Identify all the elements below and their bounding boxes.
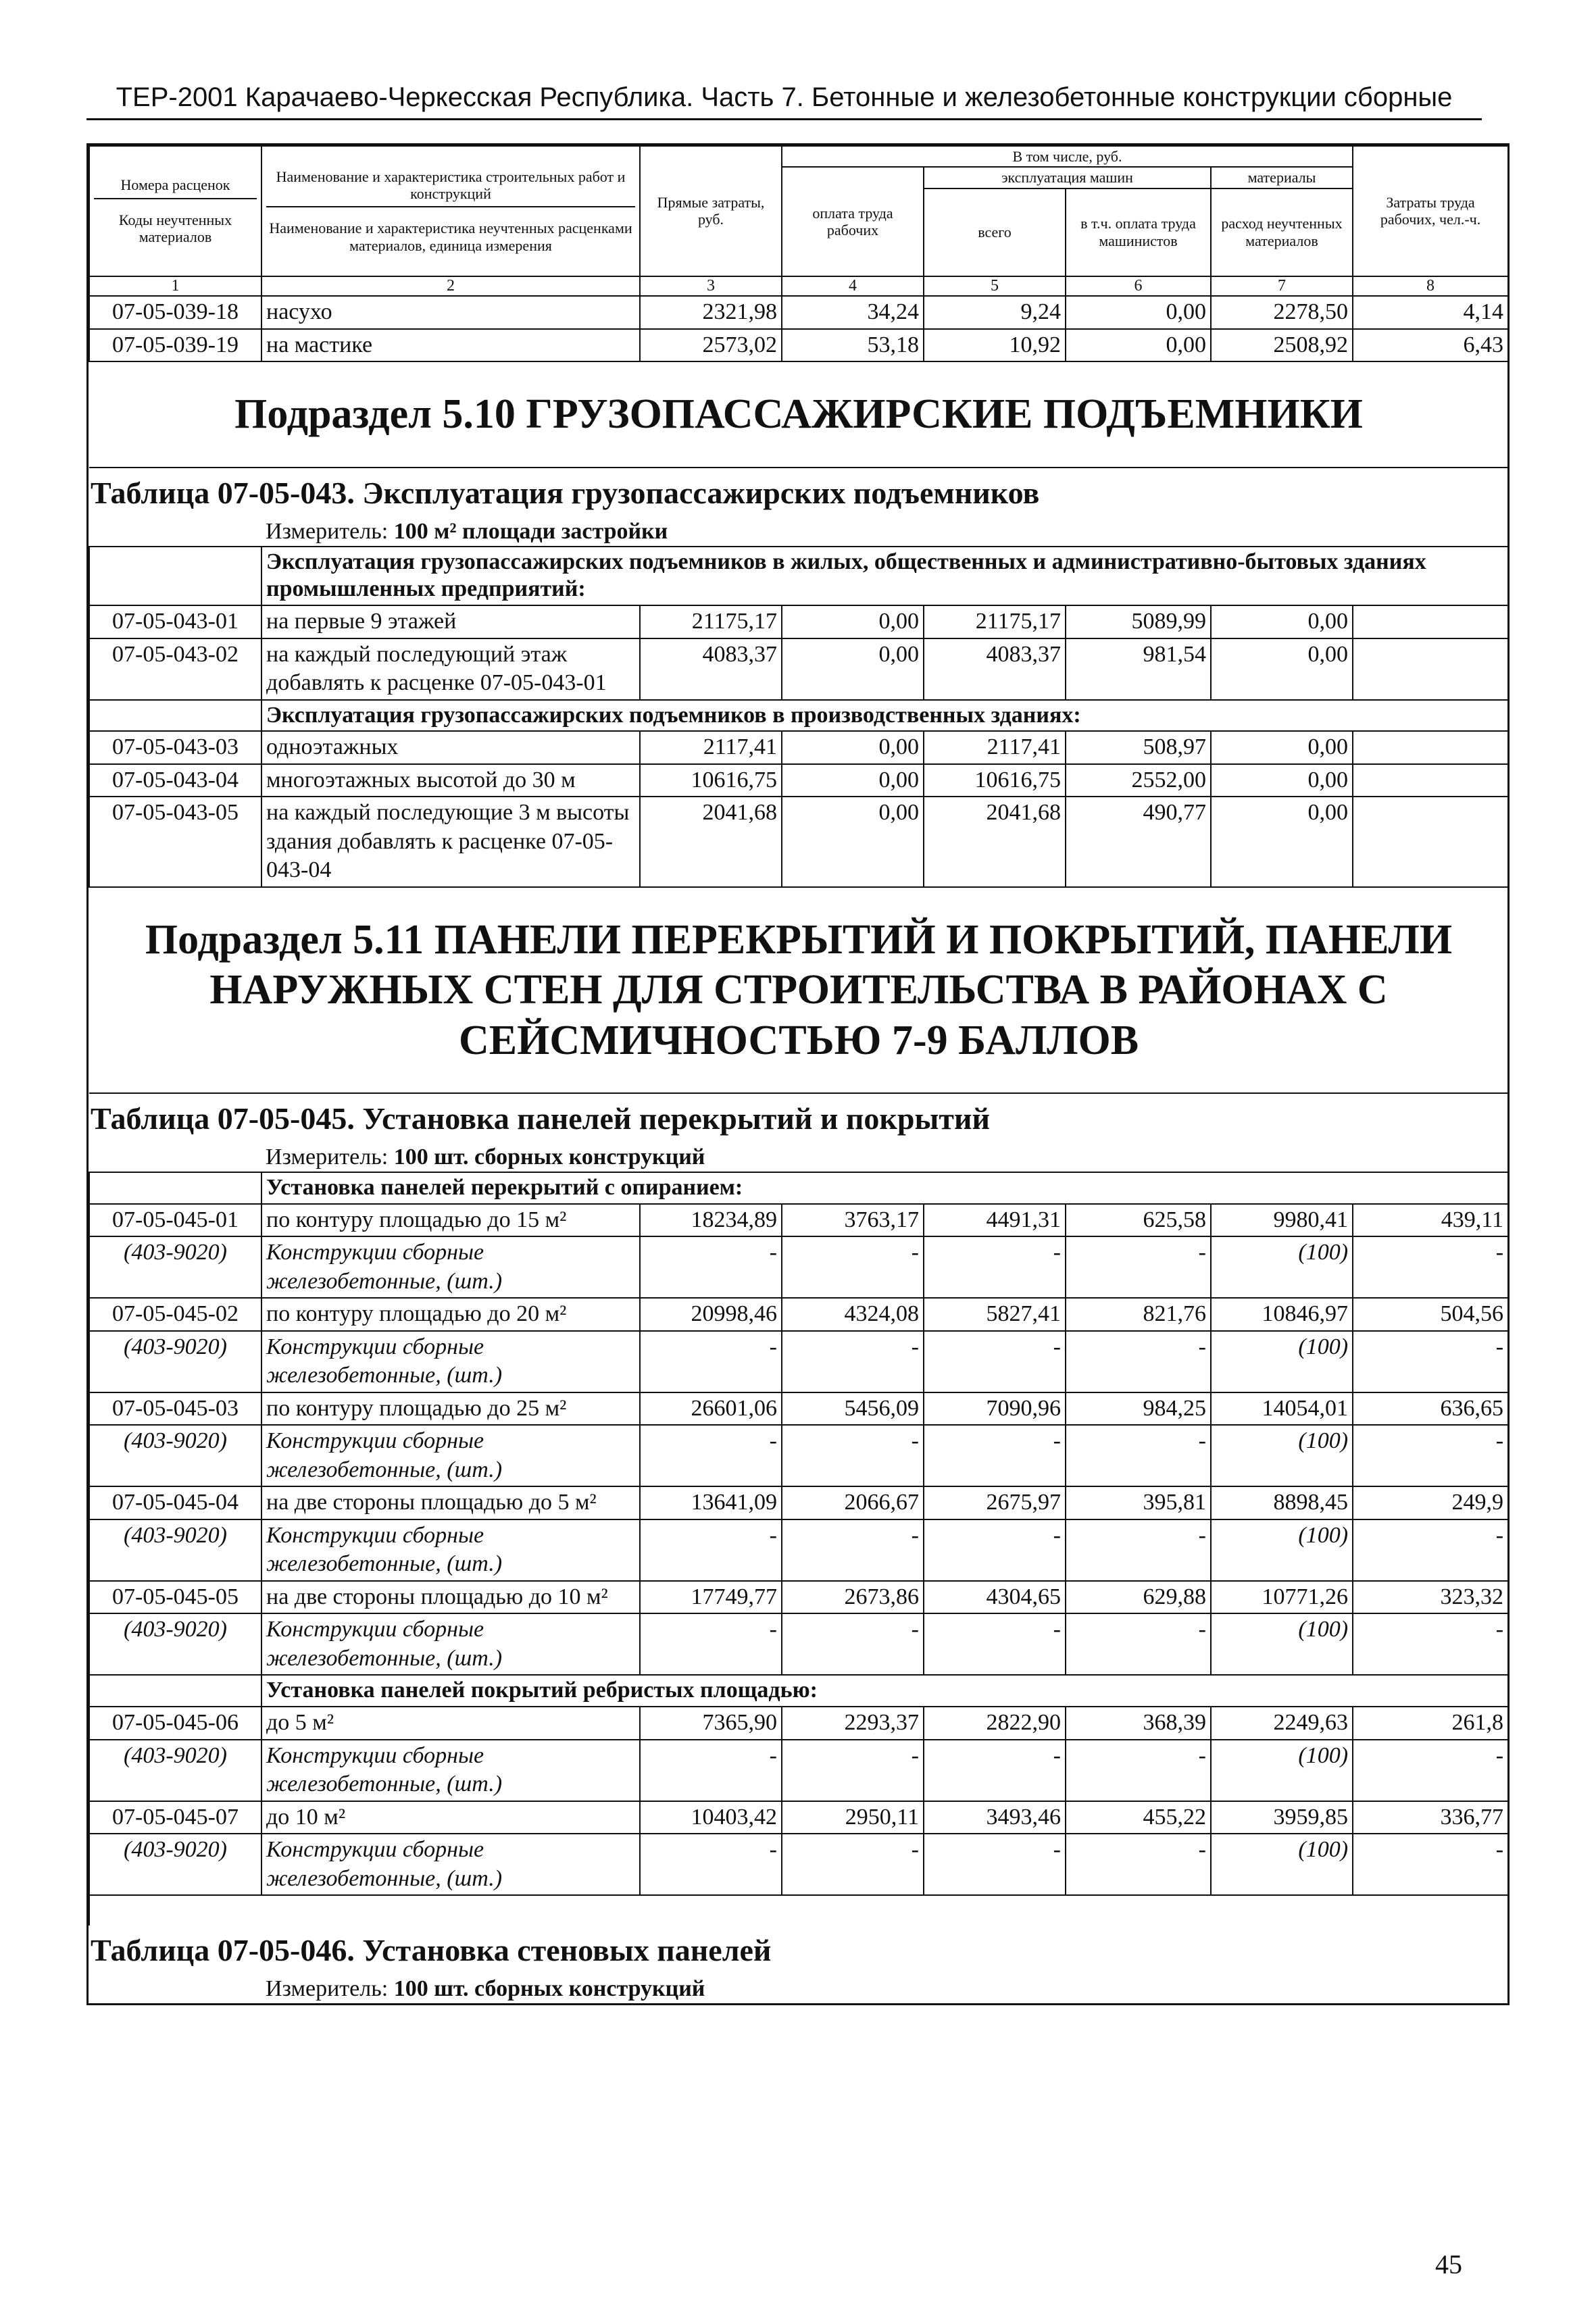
rate-direct: 2321,98 [640, 296, 782, 329]
rate-direct: 17749,77 [640, 1581, 782, 1614]
rate-labor: 0,00 [782, 731, 924, 764]
rate-hours: 636,65 [1353, 1392, 1508, 1426]
unit-label: Измеритель: [266, 1976, 389, 2002]
table-title [89, 468, 1508, 518]
header-col4: оплата труда рабочих [782, 167, 924, 276]
rate-labor: 4324,08 [782, 1298, 924, 1331]
dash-cell: - [782, 1740, 924, 1801]
rate-code: 07-05-045-05 [89, 1581, 261, 1614]
rate-mach: 3493,46 [924, 1801, 1066, 1834]
rate-direct: 7365,90 [640, 1707, 782, 1740]
rates-document [86, 143, 1510, 2005]
unit-text [261, 518, 1508, 547]
header-col1: Номера расценок Коды неучтенных материалов [89, 146, 261, 276]
table-row [89, 638, 1508, 700]
material-row [89, 1834, 1508, 1895]
rate-code: 07-05-045-04 [89, 1486, 261, 1519]
rate-mat: 9980,41 [1211, 1204, 1353, 1237]
rate-mach-labor: 368,39 [1066, 1707, 1211, 1740]
table-row [89, 731, 1508, 764]
dash-cell: - [924, 1740, 1066, 1801]
rate-name: до 10 м² [261, 1801, 640, 1834]
rate-mat: 0,00 [1211, 797, 1353, 887]
rate-labor: 0,00 [782, 638, 924, 700]
rate-mach: 7090,96 [924, 1392, 1066, 1426]
material-code: (403-9020) [89, 1740, 261, 1801]
rate-code: 07-05-039-18 [89, 296, 261, 329]
rate-mach: 5827,41 [924, 1298, 1066, 1331]
dash-cell: - [640, 1613, 782, 1675]
spacer-row-cell [89, 1895, 1508, 1926]
rate-name: до 5 м² [261, 1707, 640, 1740]
material-code: (403-9020) [89, 1425, 261, 1486]
rate-name: многоэтажных высотой до 30 м [261, 764, 640, 797]
rate-mach-labor: 508,97 [1066, 731, 1211, 764]
rate-code: 07-05-043-04 [89, 764, 261, 797]
table-title [89, 1093, 1508, 1143]
material-row [89, 1740, 1508, 1801]
unit-text [261, 1975, 1508, 2003]
material-name: Конструкции сборные железобетонные, (шт.) [261, 1834, 640, 1895]
dash-cell: - [1066, 1834, 1211, 1895]
rate-mach: 4304,65 [924, 1581, 1066, 1614]
rate-labor: 2950,11 [782, 1801, 924, 1834]
rate-mach: 10,92 [924, 329, 1066, 362]
rate-labor: 0,00 [782, 797, 924, 887]
rate-mat: 2278,50 [1211, 296, 1353, 329]
rate-name: насухо [261, 296, 640, 329]
rate-mach: 4083,37 [924, 638, 1066, 700]
rate-direct: 2117,41 [640, 731, 782, 764]
table-row [89, 797, 1508, 887]
rates-table [89, 145, 1509, 2003]
rate-hours [1353, 638, 1508, 700]
material-qty: (100) [1211, 1740, 1353, 1801]
rate-code: 07-05-045-02 [89, 1298, 261, 1331]
dash-cell: - [924, 1613, 1066, 1675]
material-code: (403-9020) [89, 1519, 261, 1581]
material-qty: (100) [1211, 1236, 1353, 1298]
rate-mat: 2508,92 [1211, 329, 1353, 362]
rate-hours: 4,14 [1353, 296, 1508, 329]
unit-row [89, 518, 1508, 547]
column-numbers-row [89, 276, 1508, 297]
table-row [89, 1298, 1508, 1331]
group-heading: Эксплуатация грузопассажирских подъемников в производственных зданиях: [261, 700, 1508, 732]
dash-cell: - [640, 1519, 782, 1581]
material-code: (403-9020) [89, 1331, 261, 1392]
rate-direct: 2041,68 [640, 797, 782, 887]
rate-labor: 0,00 [782, 605, 924, 638]
rate-mat: 10771,26 [1211, 1581, 1353, 1614]
rate-direct: 10616,75 [640, 764, 782, 797]
table-row [89, 1707, 1508, 1740]
rate-code: 07-05-039-19 [89, 329, 261, 362]
table-title-cell: Таблица 07-05-043. Эксплуатация грузопассажирских подъемников [91, 475, 1040, 510]
dash-cell: - [782, 1613, 924, 1675]
page-number: 45 [1435, 2249, 1462, 2280]
spacer [89, 547, 261, 606]
rate-code: 07-05-043-03 [89, 731, 261, 764]
dash-cell: - [924, 1236, 1066, 1298]
unit-value: 100 шт. сборных конструкций [393, 1145, 705, 1170]
dash-cell: - [640, 1331, 782, 1392]
column-number: 5 [924, 276, 1066, 297]
header-col8: Затраты труда рабочих, чел.-ч. [1353, 146, 1508, 276]
table-row [89, 329, 1508, 362]
material-qty: (100) [1211, 1613, 1353, 1675]
rate-mach-labor: 0,00 [1066, 329, 1211, 362]
unit-label: Измеритель: [266, 1145, 389, 1170]
rate-code: 07-05-043-02 [89, 638, 261, 700]
rate-name: на мастике [261, 329, 640, 362]
rate-name: по контуру площадью до 20 м² [261, 1298, 640, 1331]
material-name: Конструкции сборные железобетонные, (шт.) [261, 1425, 640, 1486]
spacer-row [89, 1895, 1508, 1926]
dash-cell: - [782, 1425, 924, 1486]
material-row [89, 1236, 1508, 1298]
material-row [89, 1331, 1508, 1392]
material-qty: (100) [1211, 1425, 1353, 1486]
rate-direct: 20998,46 [640, 1298, 782, 1331]
group-row [89, 700, 1508, 732]
table-row [89, 1486, 1508, 1519]
rate-name: одноэтажных [261, 731, 640, 764]
rate-direct: 4083,37 [640, 638, 782, 700]
dash-cell: - [782, 1331, 924, 1392]
section-title [89, 887, 1508, 1093]
spacer [89, 1143, 261, 1172]
rate-mach-labor: 625,58 [1066, 1204, 1211, 1237]
material-row [89, 1519, 1508, 1581]
column-number: 4 [782, 276, 924, 297]
material-qty: (100) [1211, 1519, 1353, 1581]
rate-mach: 9,24 [924, 296, 1066, 329]
rate-mach: 4491,31 [924, 1204, 1066, 1237]
table-title [89, 1926, 1508, 1975]
dash-cell: - [924, 1834, 1066, 1895]
rate-code: 07-05-045-03 [89, 1392, 261, 1426]
rate-mach-labor: 5089,99 [1066, 605, 1211, 638]
dash-cell: - [1066, 1740, 1211, 1801]
dash-cell: - [782, 1519, 924, 1581]
rate-mat: 0,00 [1211, 731, 1353, 764]
column-number: 3 [640, 276, 782, 297]
rate-mat: 0,00 [1211, 605, 1353, 638]
table-row [89, 605, 1508, 638]
rate-labor: 2293,37 [782, 1707, 924, 1740]
rate-mach-labor: 455,22 [1066, 1801, 1211, 1834]
dash-cell: - [640, 1740, 782, 1801]
rate-name: на каждый последующий этаж добавлять к расценке 07-05-043-01 [261, 638, 640, 700]
column-number: 8 [1353, 276, 1508, 297]
spacer [89, 700, 261, 732]
dash-cell: - [1353, 1834, 1508, 1895]
rate-code: 07-05-045-06 [89, 1707, 261, 1740]
rate-mach-labor: 821,76 [1066, 1298, 1211, 1331]
header-col2: Наименование и характеристика строительных работ и конструкций Наименование и характеристика неучтенных расценками материалов, единица измерения [261, 146, 640, 276]
group-heading: Установка панелей перекрытий с опиранием: [261, 1172, 1508, 1204]
rate-direct: 18234,89 [640, 1204, 782, 1237]
dash-cell: - [924, 1519, 1066, 1581]
rate-hours [1353, 764, 1508, 797]
group-row [89, 1675, 1508, 1707]
spacer [89, 1172, 261, 1204]
dash-cell: - [640, 1834, 782, 1895]
header-col5: всего [924, 188, 1066, 276]
spacer [89, 1675, 261, 1707]
column-number: 1 [89, 276, 261, 297]
dash-cell: - [1353, 1740, 1508, 1801]
rate-hours: 261,8 [1353, 1707, 1508, 1740]
rate-mach: 10616,75 [924, 764, 1066, 797]
dash-cell: - [1066, 1425, 1211, 1486]
group-row [89, 1172, 1508, 1204]
rate-code: 07-05-043-05 [89, 797, 261, 887]
unit-row [89, 1143, 1508, 1172]
material-code: (403-9020) [89, 1834, 261, 1895]
header-col7: расход неучтенных материалов [1211, 188, 1353, 276]
rate-direct: 10403,42 [640, 1801, 782, 1834]
rate-mat: 3959,85 [1211, 1801, 1353, 1834]
rate-hours [1353, 797, 1508, 887]
group-heading: Эксплуатация грузопассажирских подъемников в жилых, общественных и административно-бытовых зданиях промышленных предприятий: [261, 547, 1508, 606]
group-row [89, 547, 1508, 606]
rate-mach-labor: 981,54 [1066, 638, 1211, 700]
rate-code: 07-05-045-07 [89, 1801, 261, 1834]
dash-cell: - [640, 1236, 782, 1298]
rate-name: на каждый последующие 3 м высоты здания добавлять к расценке 07-05-043-04 [261, 797, 640, 887]
rate-direct: 21175,17 [640, 605, 782, 638]
table-row [89, 764, 1508, 797]
table-title-cell: Таблица 07-05-045. Установка панелей перекрытий и покрытий [91, 1101, 991, 1136]
spacer [89, 518, 261, 547]
rate-name: на две стороны площадью до 10 м² [261, 1581, 640, 1614]
table-title-cell: Таблица 07-05-046. Установка стеновых панелей [91, 1933, 772, 1968]
rate-mach-labor: 490,77 [1066, 797, 1211, 887]
rate-code: 07-05-043-01 [89, 605, 261, 638]
rate-hours [1353, 731, 1508, 764]
material-name: Конструкции сборные железобетонные, (шт.) [261, 1236, 640, 1298]
column-number: 6 [1066, 276, 1211, 297]
rate-mach-labor: 2552,00 [1066, 764, 1211, 797]
dash-cell: - [782, 1834, 924, 1895]
rate-hours: 323,32 [1353, 1581, 1508, 1614]
unit-value: 100 м² площади застройки [393, 518, 668, 544]
rate-mat: 8898,45 [1211, 1486, 1353, 1519]
header-materials: материалы [1211, 167, 1353, 188]
rate-direct: 2573,02 [640, 329, 782, 362]
rate-mat: 2249,63 [1211, 1707, 1353, 1740]
unit-row [89, 1975, 1508, 2003]
group-heading: Установка панелей покрытий ребристых площадью: [261, 1675, 1508, 1707]
spacer [89, 1975, 261, 2003]
dash-cell: - [1066, 1331, 1211, 1392]
rate-mat: 10846,97 [1211, 1298, 1353, 1331]
rate-labor: 53,18 [782, 329, 924, 362]
section-title-cell: Подраздел 5.10 ГРУЗОПАССАЖИРСКИЕ ПОДЪЕМНИКИ [89, 361, 1508, 467]
table-row [89, 1392, 1508, 1426]
rate-hours [1353, 605, 1508, 638]
header-group: В том числе, руб. [782, 146, 1353, 167]
dash-cell: - [1353, 1519, 1508, 1581]
unit-label: Измеритель: [266, 518, 389, 544]
rate-labor: 2066,67 [782, 1486, 924, 1519]
material-name: Конструкции сборные железобетонные, (шт.) [261, 1519, 640, 1581]
material-qty: (100) [1211, 1331, 1353, 1392]
material-name: Конструкции сборные железобетонные, (шт.) [261, 1740, 640, 1801]
rate-name: по контуру площадью до 25 м² [261, 1392, 640, 1426]
dash-cell: - [1353, 1425, 1508, 1486]
dash-cell: - [640, 1425, 782, 1486]
rate-labor: 3763,17 [782, 1204, 924, 1237]
rate-direct: 13641,09 [640, 1486, 782, 1519]
rate-labor: 5456,09 [782, 1392, 924, 1426]
material-row [89, 1425, 1508, 1486]
material-name: Конструкции сборные железобетонные, (шт.) [261, 1613, 640, 1675]
rate-labor: 0,00 [782, 764, 924, 797]
rate-mach: 2675,97 [924, 1486, 1066, 1519]
rate-labor: 2673,86 [782, 1581, 924, 1614]
rate-mach-labor: 629,88 [1066, 1581, 1211, 1614]
rate-name: на две стороны площадью до 5 м² [261, 1486, 640, 1519]
rate-direct: 26601,06 [640, 1392, 782, 1426]
dash-cell: - [1353, 1236, 1508, 1298]
rate-mat: 0,00 [1211, 764, 1353, 797]
dash-cell: - [924, 1425, 1066, 1486]
dash-cell: - [1353, 1331, 1508, 1392]
table-row [89, 296, 1508, 329]
rate-hours: 249,9 [1353, 1486, 1508, 1519]
section-title-cell: Подраздел 5.11 ПАНЕЛИ ПЕРЕКРЫТИЙ И ПОКРЫТИЙ, ПАНЕЛИ НАРУЖНЫХ СТЕН ДЛЯ СТРОИТЕЛЬСТВА В РАЙОНАХ С СЕЙСМИЧНОСТЬЮ 7-9 БАЛЛОВ [89, 887, 1508, 1093]
material-row [89, 1613, 1508, 1675]
dash-cell: - [782, 1236, 924, 1298]
header-col6: в т.ч. оплата труда машинистов [1066, 188, 1211, 276]
unit-text [261, 1143, 1508, 1172]
table-row [89, 1801, 1508, 1834]
dash-cell: - [1066, 1236, 1211, 1298]
table-row [89, 1581, 1508, 1614]
table-row [89, 1204, 1508, 1237]
dash-cell: - [1066, 1519, 1211, 1581]
header-col3: Прямые затраты, руб. [640, 146, 782, 276]
page-header: ТЕР-2001 Карачаево-Черкесская Республика. Часть 7. Бетонные и железобетонные конструкции сборные [86, 82, 1482, 120]
rate-mach-labor: 0,00 [1066, 296, 1211, 329]
rate-hours: 6,43 [1353, 329, 1508, 362]
material-name: Конструкции сборные железобетонные, (шт.) [261, 1331, 640, 1392]
material-qty: (100) [1211, 1834, 1353, 1895]
dash-cell: - [1066, 1613, 1211, 1675]
material-code: (403-9020) [89, 1613, 261, 1675]
rate-mat: 0,00 [1211, 638, 1353, 700]
rate-mach: 2822,90 [924, 1707, 1066, 1740]
header-machines: эксплуатация машин [924, 167, 1211, 188]
rate-name: по контуру площадью до 15 м² [261, 1204, 640, 1237]
unit-value: 100 шт. сборных конструкций [393, 1976, 705, 2002]
column-number: 2 [261, 276, 640, 297]
rate-code: 07-05-045-01 [89, 1204, 261, 1237]
rate-mach-labor: 984,25 [1066, 1392, 1211, 1426]
rate-name: на первые 9 этажей [261, 605, 640, 638]
section-title [89, 361, 1508, 467]
rate-hours: 504,56 [1353, 1298, 1508, 1331]
rate-mach: 21175,17 [924, 605, 1066, 638]
material-code: (403-9020) [89, 1236, 261, 1298]
table-header-row-1 [89, 146, 1508, 167]
rate-hours: 439,11 [1353, 1204, 1508, 1237]
rate-mat: 14054,01 [1211, 1392, 1353, 1426]
rate-mach: 2041,68 [924, 797, 1066, 887]
rate-mach: 2117,41 [924, 731, 1066, 764]
rate-mach-labor: 395,81 [1066, 1486, 1211, 1519]
dash-cell: - [924, 1331, 1066, 1392]
rate-hours: 336,77 [1353, 1801, 1508, 1834]
rate-labor: 34,24 [782, 296, 924, 329]
dash-cell: - [1353, 1613, 1508, 1675]
column-number: 7 [1211, 276, 1353, 297]
